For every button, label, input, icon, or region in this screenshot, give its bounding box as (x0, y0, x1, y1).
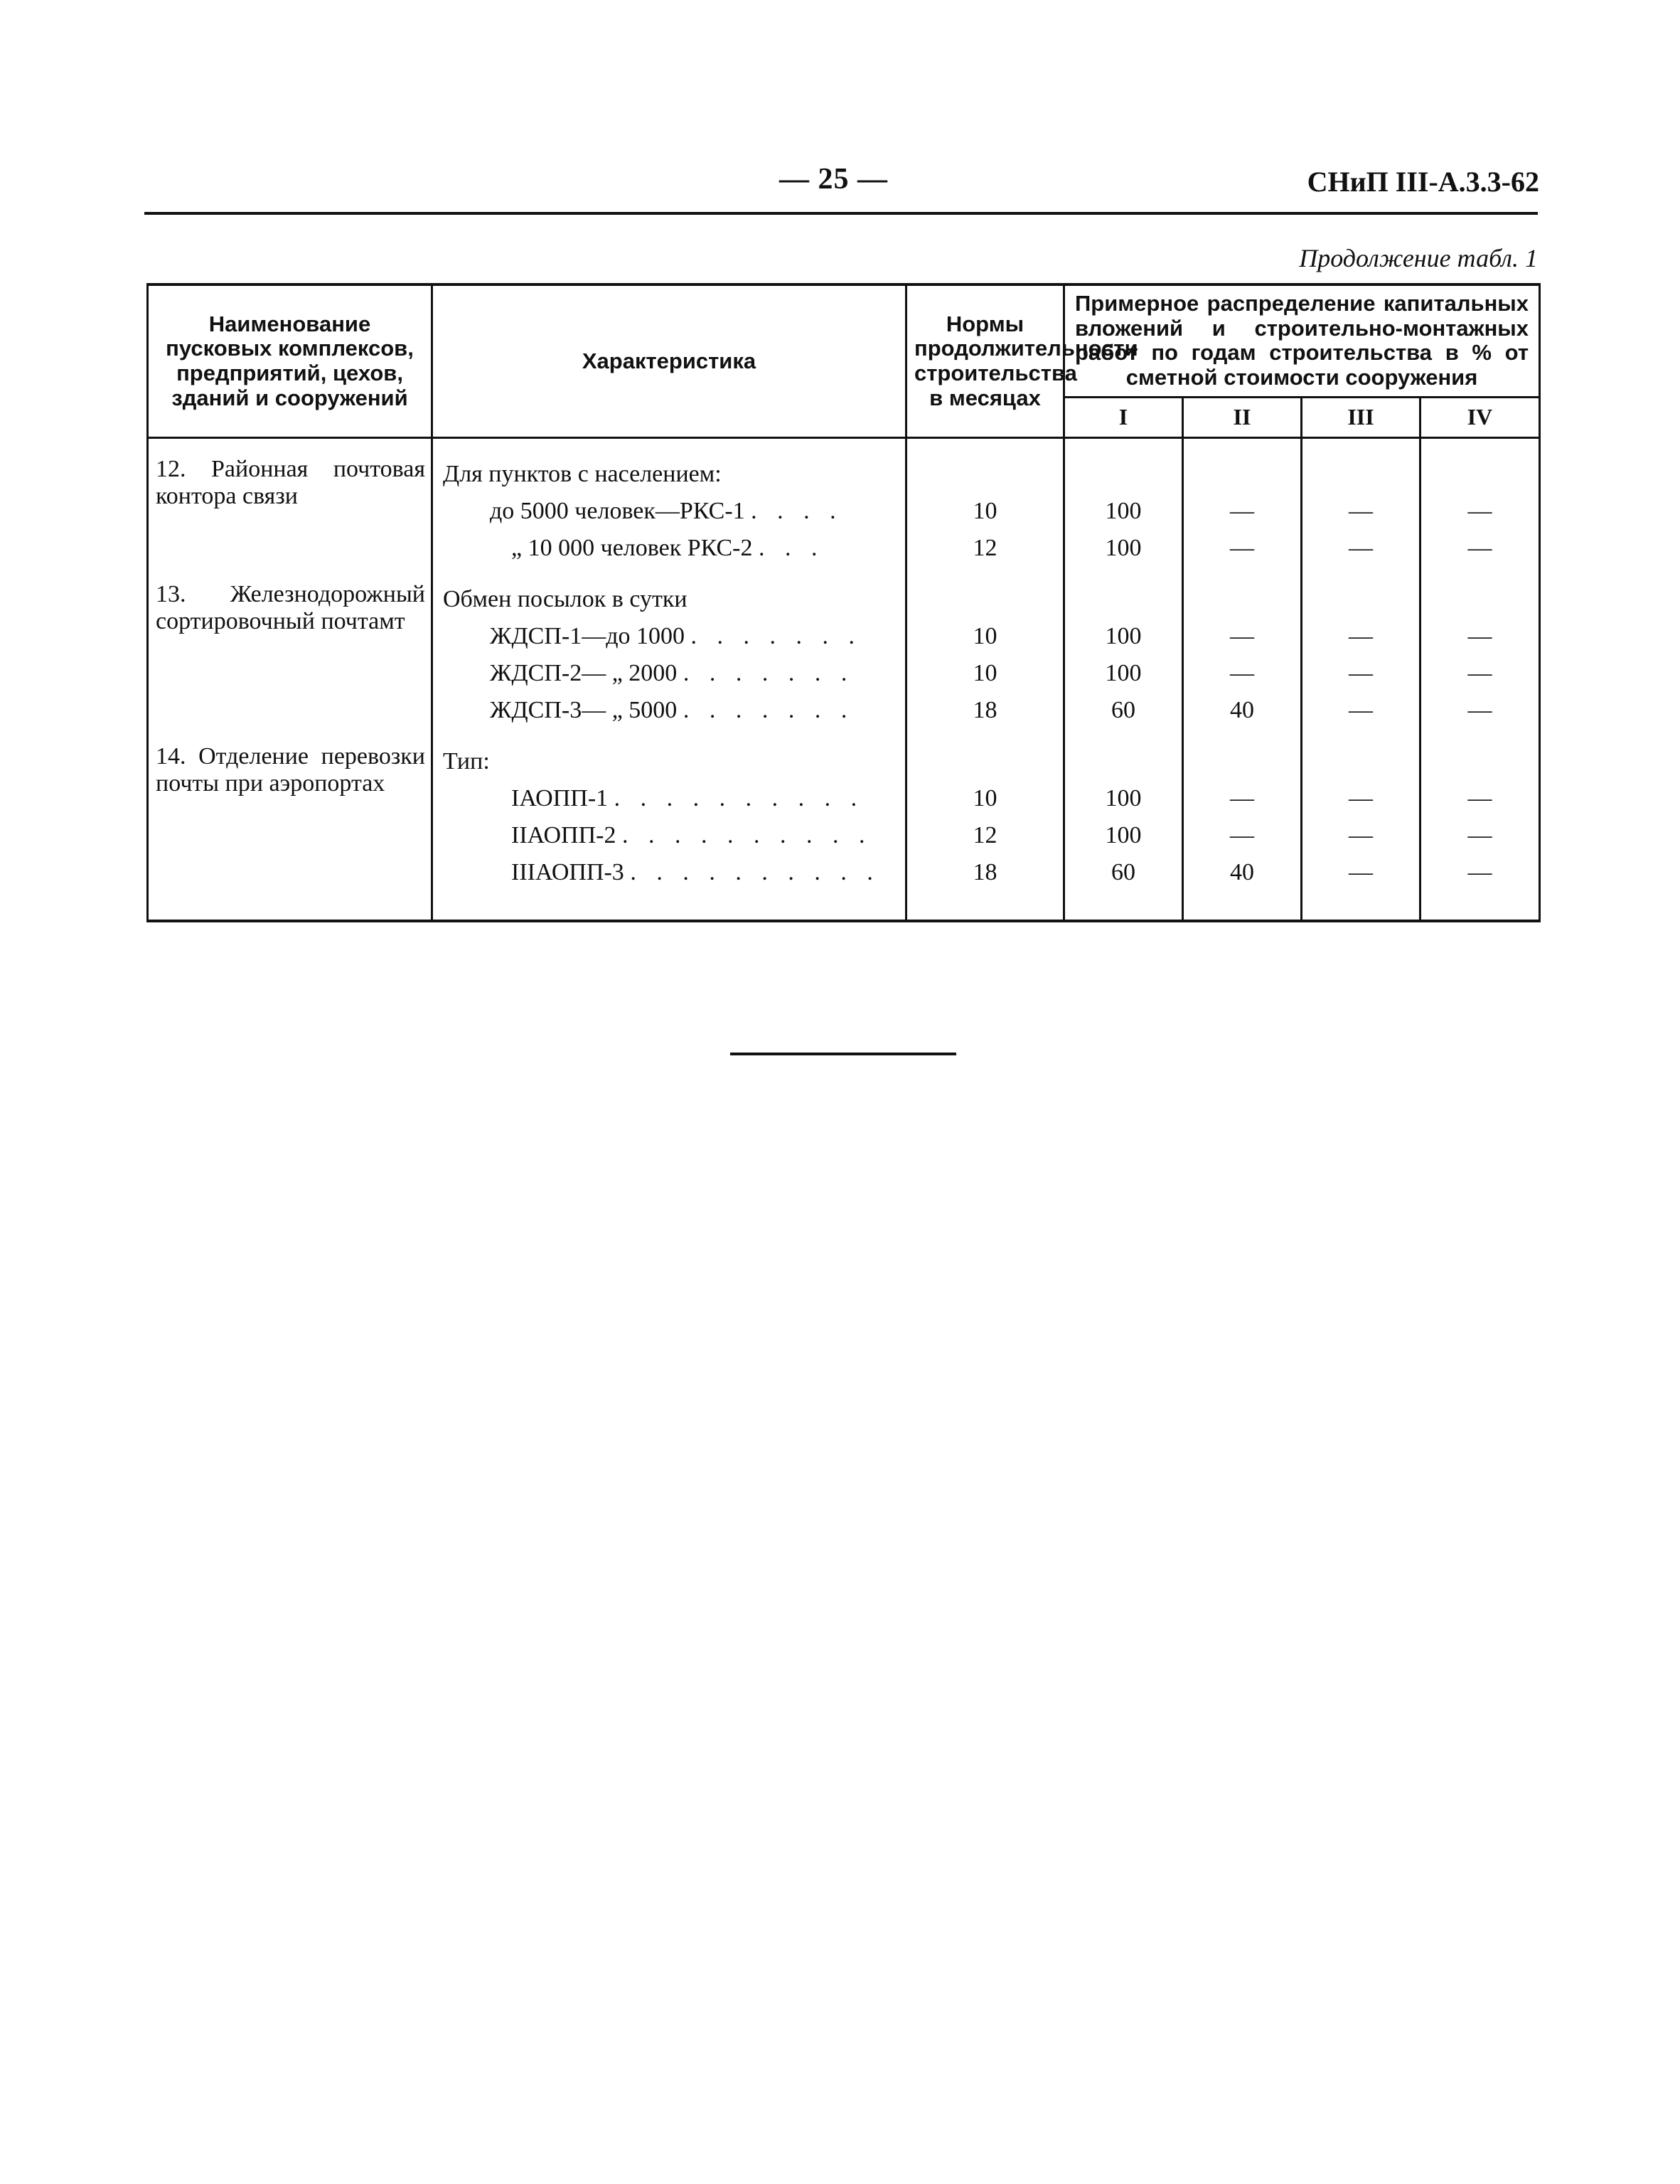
year3-cell (1302, 729, 1420, 921)
row-label: до 5000 человек—РКС-1 . . . . (490, 497, 843, 524)
norm-value: 10 (973, 784, 997, 811)
header-year-2: II (1183, 397, 1302, 437)
norm-value: 10 (973, 659, 997, 686)
year3-cell (1302, 567, 1420, 729)
row-label: ЖДСП-1—до 1000 . . . . . . . (490, 622, 862, 649)
header-year-3: III (1302, 397, 1420, 437)
year1-cell (1064, 567, 1183, 729)
characteristic-cell (432, 567, 906, 729)
group-name: 14. Отделение перевозки почты при аэропортах (156, 742, 425, 797)
norm-cell (906, 437, 1064, 567)
header-rule (144, 212, 1538, 215)
year3-value: — (1349, 858, 1373, 885)
norm-value: 12 (973, 821, 997, 848)
row-label: IIАОПП-2 . . . . . . . . . . (511, 821, 872, 848)
year1-value: 100 (1105, 497, 1142, 524)
row-label: „ 10 000 человек РКС-2 . . . (511, 534, 825, 561)
year4-value: — (1467, 784, 1492, 811)
header-year-1: I (1064, 397, 1183, 437)
year2-value: 40 (1230, 696, 1254, 723)
norms-table (146, 283, 1539, 922)
year2-value: — (1230, 622, 1254, 649)
year4-value: — (1467, 858, 1492, 885)
norm-value: 18 (973, 696, 997, 723)
year4-cell (1420, 437, 1540, 567)
header-norms: Нормы продолжительности строительства в месяцах (906, 284, 1064, 437)
year1-value: 100 (1105, 534, 1142, 561)
row-label: ЖДСП-2— „ 2000 . . . . . . . (490, 659, 855, 686)
characteristic-cell (432, 729, 906, 921)
year4-value: — (1467, 659, 1492, 686)
group-name: 13. Железнодорожный сортировочный почтамт (156, 580, 425, 634)
year4-value: — (1467, 534, 1492, 561)
year3-value: — (1349, 497, 1373, 524)
year4-cell (1420, 729, 1540, 921)
norm-value: 10 (973, 497, 997, 524)
year2-value: — (1230, 534, 1254, 561)
year2-cell (1183, 729, 1302, 921)
footer-rule (730, 1053, 956, 1055)
table-row (148, 437, 1540, 567)
year2-cell (1183, 567, 1302, 729)
year4-cell (1420, 567, 1540, 729)
year4-value: — (1467, 696, 1492, 723)
row-label: ЖДСП-3— „ 5000 . . . . . . . (490, 696, 855, 723)
group-name: 12. Районная почтовая контора связи (156, 455, 425, 509)
year4-value: — (1467, 497, 1492, 524)
table-row (148, 567, 1540, 729)
group-intro: Тип: (443, 747, 490, 774)
year4-value: — (1467, 622, 1492, 649)
group-intro: Обмен посылок в сутки (443, 585, 687, 612)
norm-cell (906, 567, 1064, 729)
year2-value: — (1230, 497, 1254, 524)
year2-value: — (1230, 821, 1254, 848)
year1-value: 60 (1111, 858, 1135, 885)
year1-value: 100 (1105, 622, 1142, 649)
header-name: Наименование пусковых комплексов, предприятий, цехов, зданий и сооружений (148, 284, 432, 437)
year2-cell (1183, 437, 1302, 567)
year3-cell (1302, 437, 1420, 567)
group-name-cell (148, 437, 432, 567)
document-code: СНиП III-А.3.3-62 (1307, 166, 1539, 198)
norm-value: 18 (973, 858, 997, 885)
year3-value: — (1349, 696, 1373, 723)
year3-value: — (1349, 784, 1373, 811)
header-characteristic: Характеристика (432, 284, 906, 437)
header-year-4: IV (1420, 397, 1540, 437)
year4-value: — (1467, 821, 1492, 848)
year1-value: 60 (1111, 696, 1135, 723)
table-row (148, 729, 1540, 921)
year3-value: — (1349, 821, 1373, 848)
year3-value: — (1349, 534, 1373, 561)
year2-value: — (1230, 659, 1254, 686)
year1-value: 100 (1105, 659, 1142, 686)
year2-value: 40 (1230, 858, 1254, 885)
year3-value: — (1349, 659, 1373, 686)
year2-value: — (1230, 784, 1254, 811)
header-distribution: Примерное распределение капитальных вложений и строительно-монтажных работ по годам строительства в % от сметной стоимости сооружения (1064, 284, 1540, 397)
group-name-cell (148, 729, 432, 921)
norm-value: 10 (973, 622, 997, 649)
norm-cell (906, 729, 1064, 921)
group-intro: Для пунктов с населением: (443, 460, 722, 487)
year3-value: — (1349, 622, 1373, 649)
row-label: IIIАОПП-3 . . . . . . . . . . (511, 858, 880, 885)
year1-value: 100 (1105, 784, 1142, 811)
page-number: — 25 — (779, 163, 888, 196)
year1-value: 100 (1105, 821, 1142, 848)
year1-cell (1064, 437, 1183, 567)
year1-cell (1064, 729, 1183, 921)
characteristic-cell (432, 437, 906, 567)
row-label: IАОПП-1 . . . . . . . . . . (511, 784, 865, 811)
group-name-cell (148, 567, 432, 729)
norm-value: 12 (973, 534, 997, 561)
continuation-label: Продолжение табл. 1 (1299, 244, 1538, 272)
